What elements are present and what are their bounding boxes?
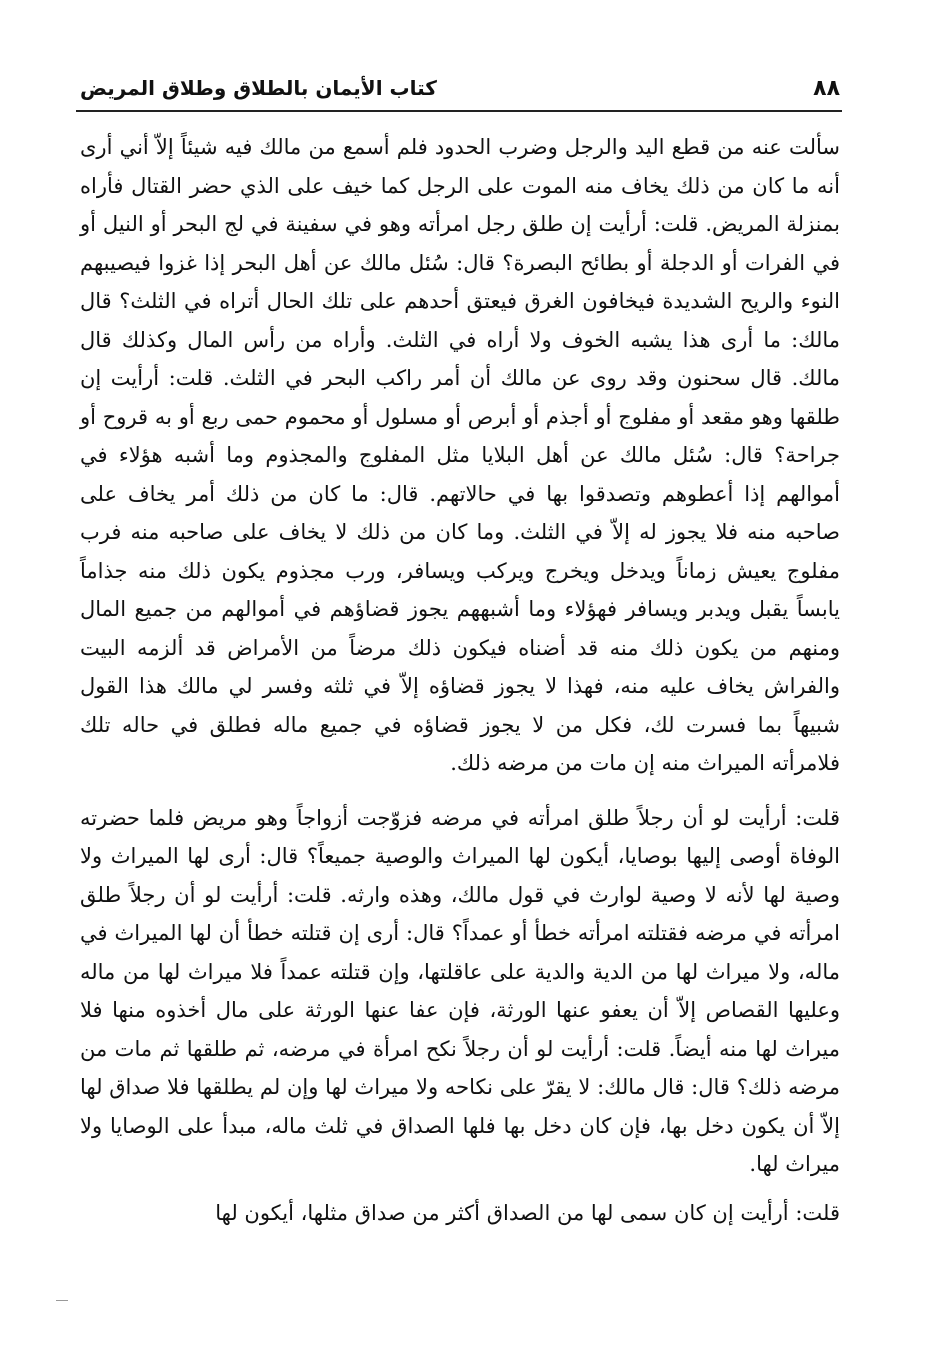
scan-mark xyxy=(56,1300,68,1301)
paragraph: قلت: أرأيت لو أن رجلاً طلق امرأته في مرضه فزوّجت أزواجاً وهو مريض فلما حضرته الوفاة أوصى إليها بوصايا، أيكون لها الميراث والوصية جميعاً؟ قال: أرى لها الميراث ولا وصية لها لأنه لا وصية لوارث في قول مالك، وهذه وارثه. قلت: أرأيت لو أن رجلاً طلق امرأته في مرضه فقتلته امرأته خطأ أو عمداً؟ قال: أرى إن قتلته خطأ أن لها الميراث في ماله، ولا ميراث لها من الدية والدية على عاقلتها، وإن قتلته عمداً فلا ميراث لها من ماله وعليها القصاص إلاّ أن يعفو عنها الورثة، فإن عفا عنها الورثة على مال أخذوه منها فلا ميراث لها منه أيضاً. قلت: أرأيت لو أن رجلاً نكح امرأة في مرضه، ثم طلقها ثم مات من مرضه ذلك؟ قال: قال مالك: لا يقرّ على نكاحه ولا ميراث لها وإن لم يطلقها فلا صداق لها إلاّ أن يكون دخل بها، فإن كان دخل بها فلها الصداق في ثلث ماله، مبدأ على الوصايا ولا ميراث لها. xyxy=(80,805,840,1176)
running-title: كتاب الأيمان بالطلاق وطلاق المريض xyxy=(80,76,437,100)
header-divider xyxy=(76,110,842,112)
paragraph: قلت: أرأيت إن كان سمى لها من الصداق أكثر من صداق مثلها، أيكون لها xyxy=(215,1200,840,1225)
paragraph: سألت عنه من قطع اليد والرجل وضرب الحدود فلم أسمع من مالك فيه شيئاً إلاّ أني أرى أنه ما كان من ذلك يخاف منه الموت على الرجل كما خيف على الذي حضر القتال فأراه بمنزلة المريض. قلت: أرأيت إن طلق رجل امرأته وهو في سفينة في لج البحر أو النيل أو في الفرات أو الدجلة أو بطائح البصرة؟ قال: سُئل مالك عن أهل البحر إذا غزوا فيصيبهم النوء والريح الشديدة فيخافون الغرق فيعتق أحدهم على تلك الحال أتراه في الثلث؟ قال مالك: ما أرى هذا يشبه الخوف ولا أراه في الثلث. وأراه من رأس المال وكذلك قال مالك. قال سحنون وقد روى عن مالك أن أمر راكب البحر في الثلث. قلت: أرأيت إن طلقها وهو مقعد أو مفلوج أو أجذم أو أبرص أو مسلول أو محموم حمى ربع أو به قروح أو جراحة؟ قال: سُئل مالك عن أهل البلايا مثل المفلوج والمجذوم وما أشبه هؤلاء في أموالهم إذا أعطوهم وتصدقوا بها في حالاتهم. قال: ما كان من ذلك أمر يخاف على صاحبه منه فلا يجوز له إلاّ في الثلث. وما كان من ذلك لا يخاف على صاحبه منه فرب مفلوج يعيش زماناً ويدخل ويخرج ويركب ويسافر، ورب مجذوم يكون ذلك منه جذاماً يابساً يقبل ويدبر ويسافر فهؤلاء وما أشبههم يجوز قضاؤهم في أموالهم من جميع المال ومنهم من يكون ذلك منه قد أضناه فيكون ذلك مرضاً من الأمراض قد ألزمه البيت والفراش يخاف عليه منه، فهذا لا يجوز قضاؤه إلاّ في ثلثه وفسر لي مالك هذا القول شبيهاً بما فسرت لك، فكل من لا يجوز قضاؤه في جميع ماله فطلق في حاله تلك فلامرأته الميراث منه إن مات من مرضه ذلك. xyxy=(80,135,840,775)
page-body xyxy=(80,128,840,1232)
page-number: ٨٨ xyxy=(813,76,840,101)
page-header xyxy=(80,70,840,110)
